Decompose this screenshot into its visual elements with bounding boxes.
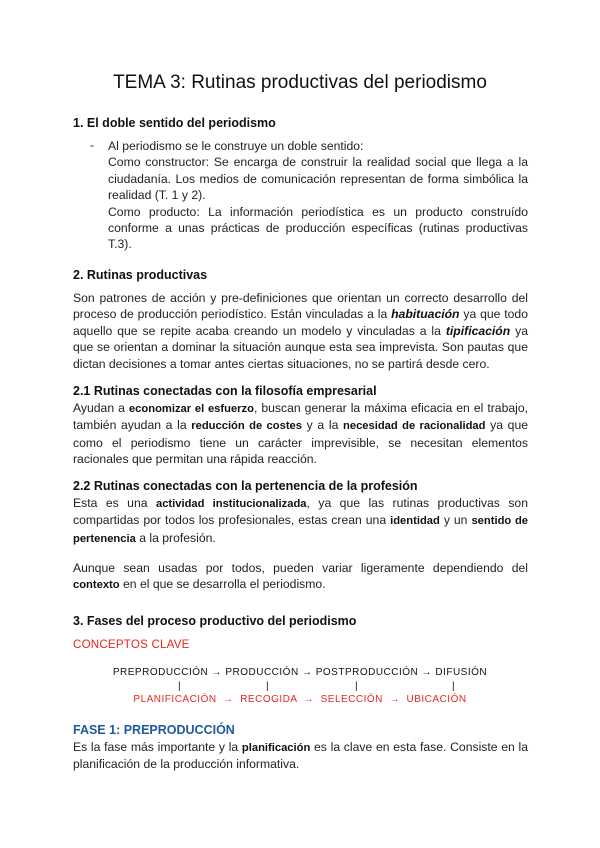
connector-1: | bbox=[178, 681, 181, 692]
keyword-tipificacion: tipificación bbox=[445, 323, 511, 338]
section-1-list bbox=[108, 138, 528, 253]
list-intro: Al periodismo se le construye un doble sentido: bbox=[108, 139, 364, 153]
section-2-1-paragraph: Ayudan a economizar el esfuerzo, buscan generar la máxima eficacia en el trabajo, también ayudan a la reducción de costes y a la necesidad de racionalidad ya que como el periodismo tiene un carácter imprevisible, se necesitan elementos racionales que permitan una rápida reacción. bbox=[73, 401, 528, 467]
phases-flow: PREPRODUCCIÓN → PRODUCCIÓN → POSTPRODUCCIÓN → DIFUSIÓN bbox=[112, 667, 488, 678]
document-title: TEMA 3: Rutinas productivas del periodismo bbox=[113, 72, 487, 93]
section-1-heading: 1. El doble sentido del periodismo bbox=[73, 116, 276, 130]
keyword-reduccion-costes: reducción de costes bbox=[191, 420, 302, 433]
keyword-habituacion: habituación bbox=[391, 307, 460, 322]
keyword-actividad-institucionalizada: actividad institucionalizada bbox=[155, 498, 307, 510]
constructor-paragraph: Como constructor: Se encarga de construir la realidad social que llega a la ciudadanía. Los medios de comunicación representan de forma simbólica la realidad (T. 1 y 2). bbox=[108, 155, 528, 203]
section-2-2-paragraph: Esta es una actividad institucionalizada, ya que las rutinas productivas son compartidas por todos los profesionales, estas crean una identidad y un sentido de pertenencia a la profesión. bbox=[73, 496, 528, 545]
connector-4: | bbox=[452, 681, 455, 692]
section-2-2-heading: 2.2 Rutinas conectadas con la pertenencia de la profesión bbox=[73, 479, 418, 493]
conceptos-clave-label: CONCEPTOS CLAVE bbox=[73, 638, 190, 651]
keyword-sentido-pertenencia: sentido de pertenencia bbox=[73, 515, 528, 545]
section-2-2-paragraph-2: Aunque sean usadas por todos, pueden variar ligeramente dependiendo del contexto en el que se desarrolla el periodismo. bbox=[73, 561, 528, 592]
connector-3: | bbox=[355, 681, 358, 692]
section-3-heading: 3. Fases del proceso productivo del periodismo bbox=[73, 614, 357, 628]
section-2-1-heading: 2.1 Rutinas conectadas con la filosofía empresarial bbox=[73, 384, 377, 398]
keyword-contexto: contexto bbox=[73, 579, 120, 592]
keyword-economizar: economizar el esfuerzo bbox=[128, 403, 254, 415]
keyword-identidad: identidad bbox=[390, 515, 440, 528]
section-2-paragraph: Son patrones de acción y pre-definiciones que orientan un correcto desarrollo del proceso de producción periodístico. Están vinculadas a la habituación ya que todo aquello que se repite acaba creando un modelo y vinculadas a la tipificación ya que se orientan a dominar la situación aunque esta sea imprevista. Son pautas que dictan decisiones a tomar antes ciertas situaciones, no se partirá desde cero. bbox=[73, 291, 529, 371]
connector-2: | bbox=[266, 681, 269, 692]
tasks-flow: PLANIFICACIÓN → RECOGIDA → SELECCIÓN → UBICACIÓN bbox=[133, 694, 467, 705]
producto-paragraph: Como producto: La información periodística es un producto construído conforme a unas prácticas de producción específicas (rutinas productivas T.3). bbox=[108, 204, 528, 252]
fase-1-heading: FASE 1: PREPRODUCCIÓN bbox=[73, 723, 235, 737]
list-dash: - bbox=[90, 138, 95, 152]
keyword-racionalidad: necesidad de racionalidad bbox=[343, 420, 486, 433]
section-2-heading: 2. Rutinas productivas bbox=[73, 268, 208, 282]
keyword-planificacion: planificación bbox=[241, 742, 311, 754]
fase-1-paragraph: Es la fase más importante y la planificación es la clave en esta fase. Consiste en la planificación de la producción informativa. bbox=[73, 740, 528, 772]
